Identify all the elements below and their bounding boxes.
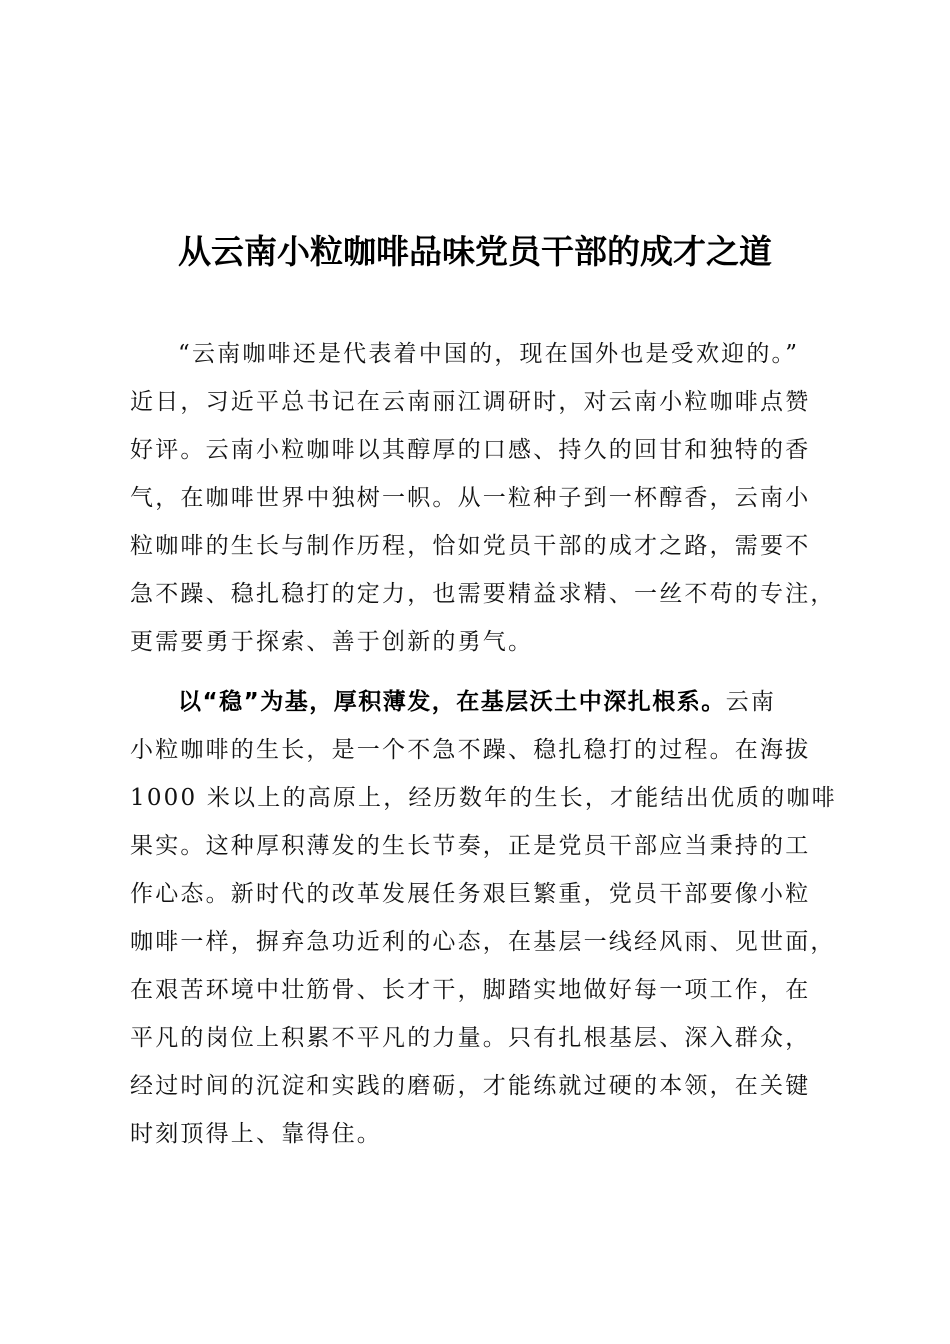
paragraph-2-line-2: 小粒咖啡的生长，是一个不急不躁、稳扎稳打的过程。在海拔 (130, 737, 811, 763)
paragraph-2-line-10: 时刻顶得上、靠得住。 (130, 1121, 382, 1147)
paragraph-2-line-1-rest: 云南 (725, 689, 777, 715)
paragraph-2-line-4: 果实。这种厚积薄发的生长节奏，正是党员干部应当秉持的工 (130, 833, 811, 859)
paragraph-1-line-1: “云南咖啡还是代表着中国的，现在国外也是受欢迎的。” (178, 341, 800, 367)
paragraph-2-line-3: 1000 米以上的高原上，经历数年的生长，才能结出优质的咖啡 (130, 785, 837, 811)
paragraph-1-line-7: 更需要勇于探索、善于创新的勇气。 (130, 629, 534, 655)
paragraph-2-line-6: 咖啡一样，摒弃急功近利的心态，在基层一线经风雨、见世面， (130, 929, 836, 955)
paragraph-2-line-5: 作心态。新时代的改革发展任务艰巨繁重，党员干部要像小粒 (130, 881, 811, 907)
paragraph-1-line-5: 粒咖啡的生长与制作历程，恰如党员干部的成才之路，需要不 (130, 533, 811, 559)
paragraph-1-line-3: 好评。云南小粒咖啡以其醇厚的口感、持久的回甘和独特的香 (130, 437, 811, 463)
paragraph-2-line-9: 经过时间的沉淀和实践的磨砺，才能练就过硬的本领，在关键 (130, 1073, 811, 1099)
paragraph-2-line-1 (178, 678, 776, 726)
paragraph-1-line-2: 近日，习近平总书记在云南丽江调研时，对云南小粒咖啡点赞 (130, 389, 811, 415)
paragraph-2-line-8: 平凡的岗位上积累不平凡的力量。只有扎根基层、深入群众， (130, 1025, 811, 1051)
paragraph-1-line-6: 急不躁、稳扎稳打的定力，也需要精益求精、一丝不苟的专注， (130, 581, 836, 607)
article-title: 从云南小粒咖啡品味党员干部的成才之道 (178, 232, 772, 271)
section-heading: 以“稳”为基，厚积薄发，在基层沃土中深扎根系。 (178, 689, 726, 715)
paragraph-2-line-7: 在艰苦环境中壮筋骨、长才干，脚踏实地做好每一项工作，在 (130, 977, 811, 1003)
paragraph-1-line-4: 气，在咖啡世界中独树一帜。从一粒种子到一杯醇香，云南小 (130, 485, 811, 511)
